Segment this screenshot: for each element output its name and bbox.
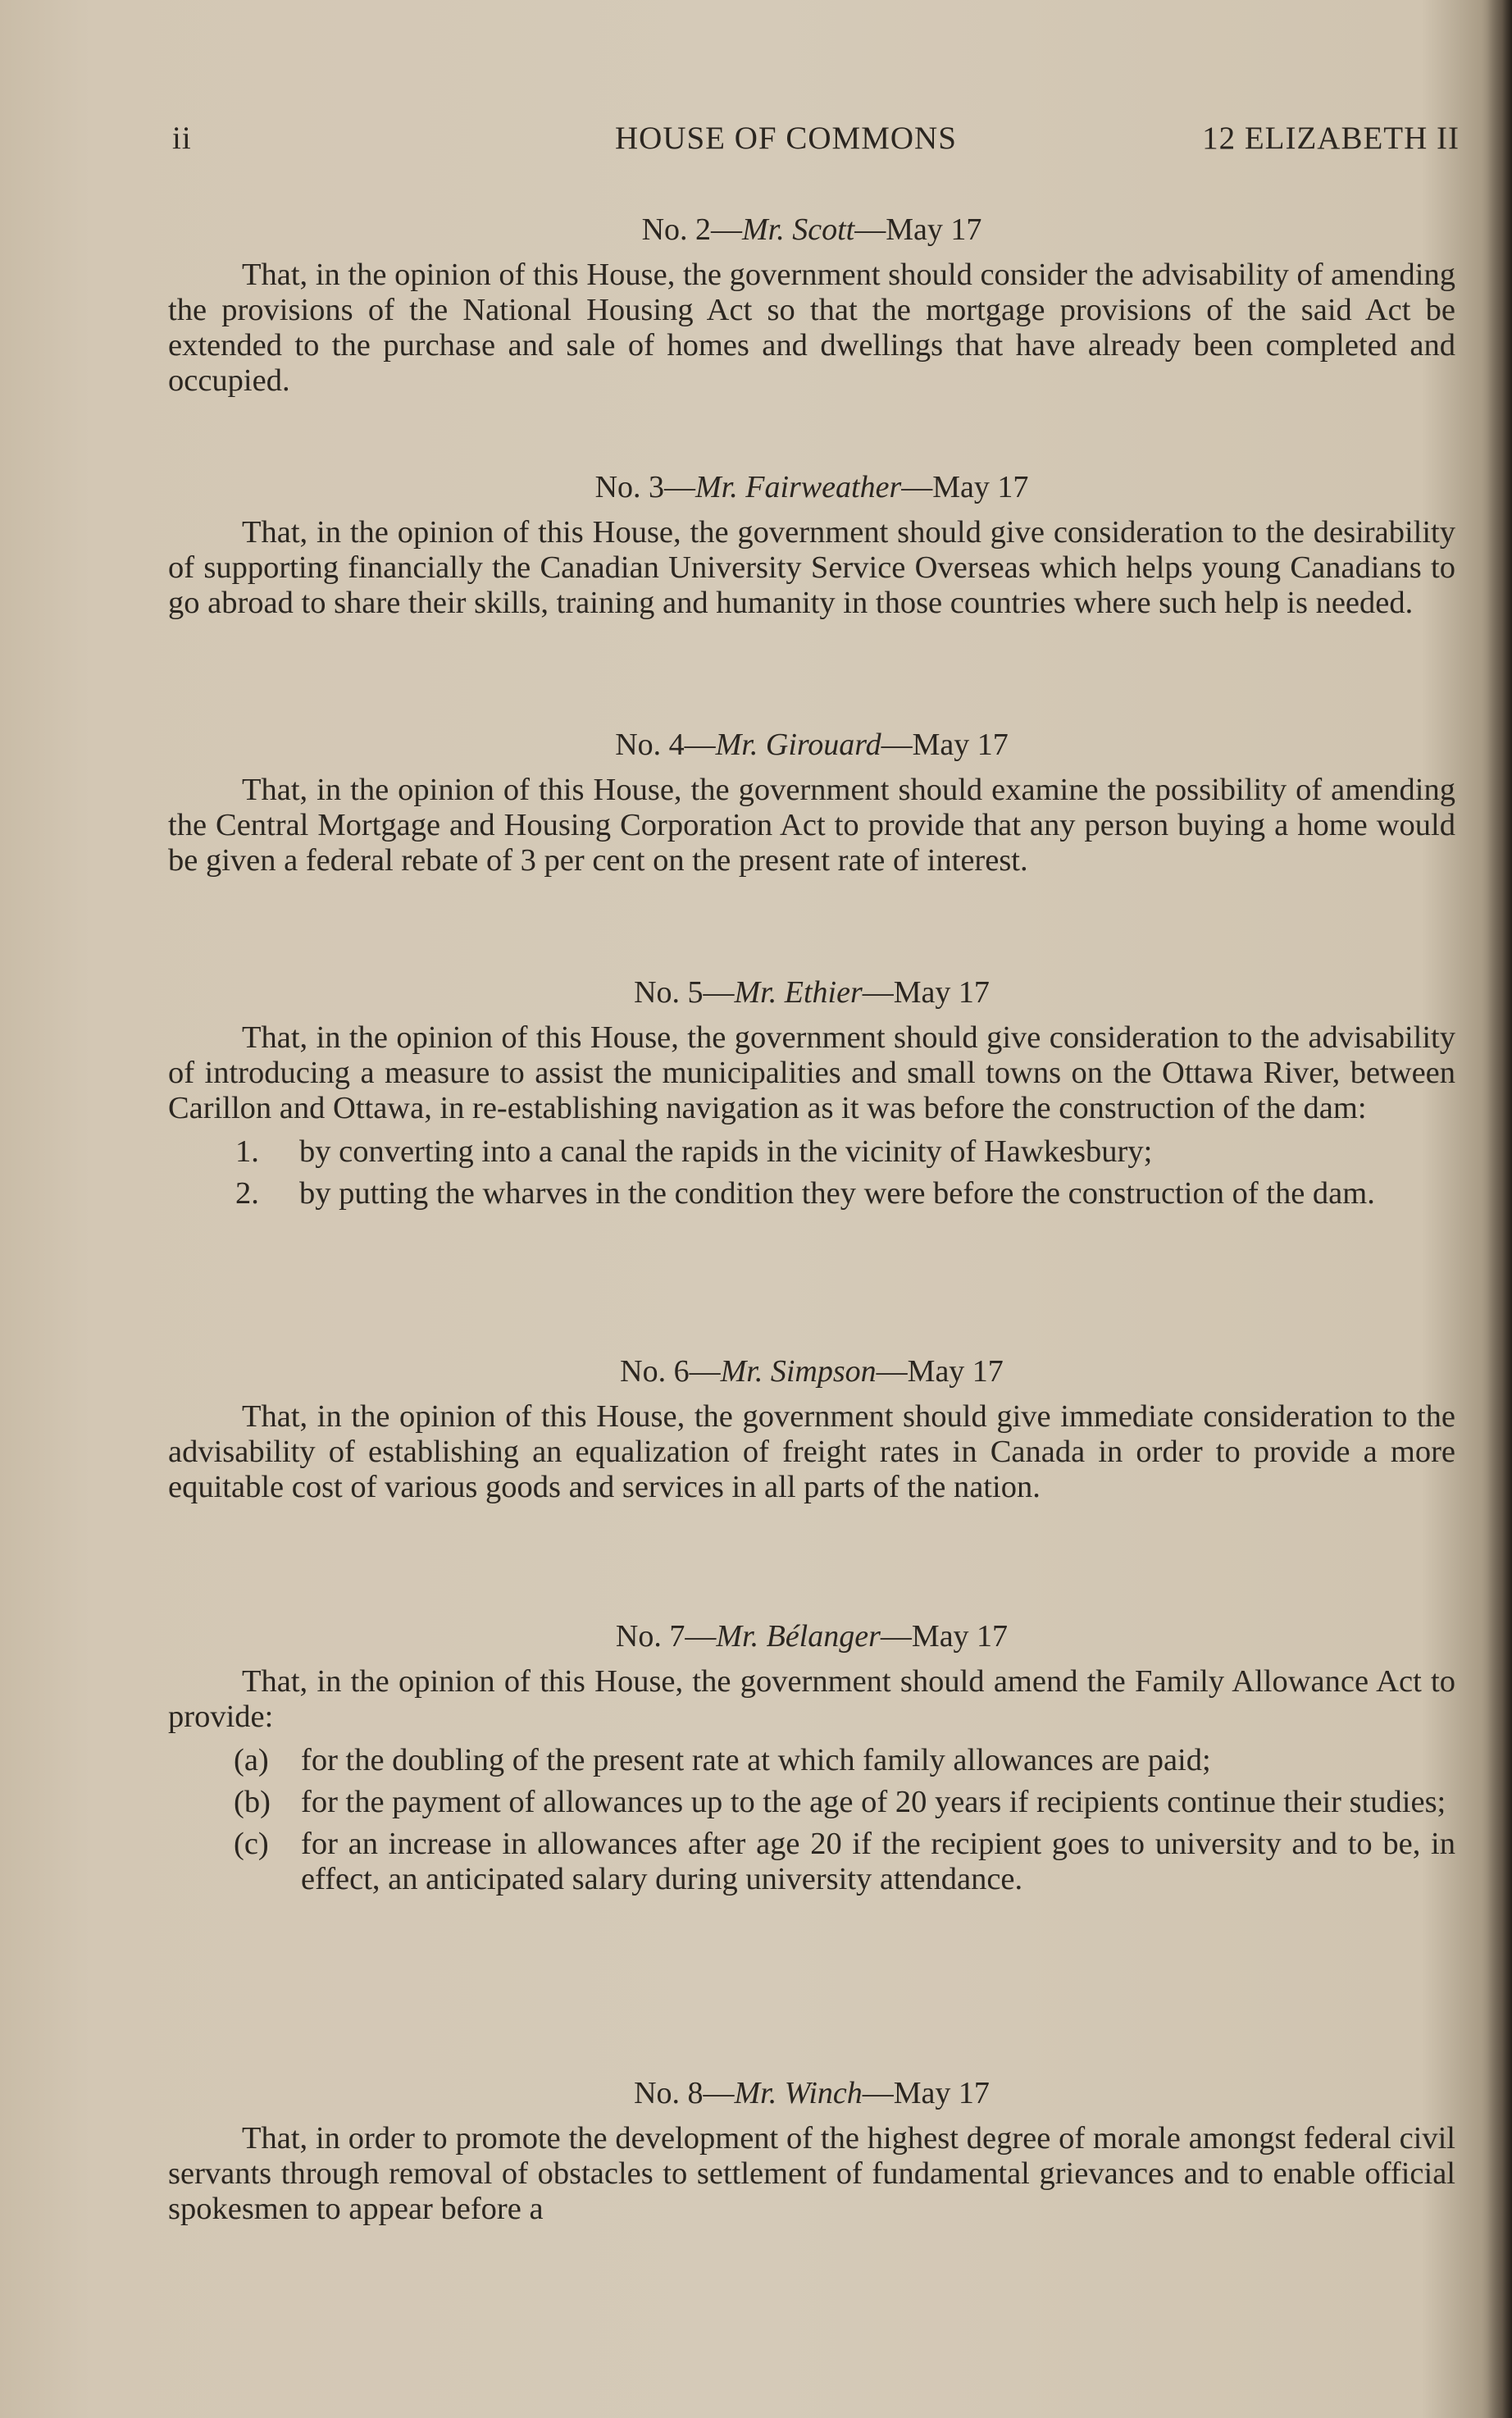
notice-member: Mr. Bélanger <box>716 1619 881 1654</box>
notice-date: May 17 <box>893 975 990 1010</box>
notice-number: No. 7 <box>615 1619 685 1654</box>
notice-text: That, in the opinion of this House, the government should give immediate consideration to the advisability of establishing an equalization of freight rates in Canada in order to provide a more equitable cost of various goods and services in all parts of the nation. <box>168 1399 1455 1504</box>
notice-item <box>168 212 1455 399</box>
notice-number: No. 8 <box>634 2076 704 2110</box>
notice-text: That, in the opinion of this House, the government should consider the advisability of amending the provisions of the National Housing Act so that the mortgage provisions of the said Act be extended to the purchase and sale of homes and dwellings that have already been completed and occupied. <box>168 258 1455 398</box>
binding-shadow <box>1487 0 1512 2418</box>
notice-text: That, in the opinion of this House, the government should give consideration to the desirability of supporting financially the Canadian University Service Overseas which helps young Canadians to go abroad to share their skills, training and humanity in those countries where such help is needed. <box>168 515 1455 620</box>
list-marker: (b) <box>234 1785 271 1819</box>
notice-number: No. 5 <box>634 975 704 1010</box>
list-item-text: for an increase in allowances after age 20 if the recipient goes to university and to be, in effect, an anticipated salary during university attendance. <box>301 1827 1455 1896</box>
list-item <box>168 1176 1455 1211</box>
notice-member: Mr. Scott <box>742 212 855 247</box>
list-item <box>168 1134 1455 1170</box>
notice-text: That, in the opinion of this House, the government should give consideration to the advisability of introducing a measure to assist the municipalities and small towns on the Ottawa River, between Carillon and Ottawa, in re-establishing navigation as it was before the construction of the dam: <box>168 1020 1455 1125</box>
notice-member: Mr. Ethier <box>734 975 863 1010</box>
notice-number: No. 6 <box>620 1354 690 1389</box>
notice-item <box>168 2075 1455 2227</box>
notice-number: No. 2 <box>641 212 712 247</box>
notice-heading: No. 5—Mr. Ethier—May 17 <box>634 975 990 1010</box>
list-marker: (c) <box>234 1827 269 1861</box>
notice-number: No. 3 <box>594 470 665 504</box>
notice-item <box>168 469 1455 621</box>
notice-text: That, in order to promote the development of the highest degree of morale amongst federal civil servants through removal of obstacles to settlement of fundamental grievances and to enable official spokesmen to appear before a <box>168 2121 1455 2226</box>
notice-number: No. 4 <box>615 728 685 762</box>
notice-member: Mr. Fairweather <box>695 470 902 504</box>
list-item-text: by converting into a canal the rapids in the vicinity of Hawkesbury; <box>299 1134 1153 1169</box>
list-marker: (a) <box>234 1743 269 1777</box>
notice-date: May 17 <box>911 1619 1009 1654</box>
header-title: HOUSE OF COMMONS <box>615 121 957 156</box>
header-session: 12 ELIZABETH II <box>1202 121 1460 156</box>
notice-list <box>168 1743 1455 1897</box>
list-item-text: for the payment of allowances up to the age of 20 years if recipients continue their studies; <box>301 1785 1446 1819</box>
notice-heading: No. 3—Mr. Fairweather—May 17 <box>594 470 1029 504</box>
notice-item <box>168 974 1455 1218</box>
notice-item <box>168 727 1455 878</box>
notice-date: May 17 <box>893 2076 990 2110</box>
notice-member: Mr. Simpson <box>720 1354 877 1389</box>
notice-heading: No. 8—Mr. Winch—May 17 <box>634 2076 990 2110</box>
notice-member: Mr. Girouard <box>715 728 881 762</box>
notice-heading: No. 7—Mr. Bélanger—May 17 <box>615 1619 1009 1654</box>
notice-text: That, in the opinion of this House, the government should examine the possibility of amending the Central Mortgage and Housing Corporation Act to provide that any person buying a home would be given a federal rebate of 3 per cent on the present rate of interest. <box>168 773 1455 878</box>
notice-text: That, in the opinion of this House, the government should amend the Family Allowance Act to provide: <box>168 1664 1455 1734</box>
page-number: ii <box>172 121 192 156</box>
list-item-text: for the doubling of the present rate at which family allowances are paid; <box>301 1743 1211 1777</box>
notice-date: May 17 <box>907 1354 1004 1389</box>
notice-member: Mr. Winch <box>734 2076 863 2110</box>
list-item <box>168 1827 1455 1897</box>
notice-item <box>168 1618 1455 1904</box>
list-marker: 1. <box>235 1134 259 1169</box>
notice-list <box>168 1134 1455 1211</box>
notice-date: May 17 <box>932 470 1029 504</box>
notice-heading: No. 4—Mr. Girouard—May 17 <box>615 728 1009 762</box>
notice-heading: No. 6—Mr. Simpson—May 17 <box>620 1354 1004 1389</box>
notice-date: May 17 <box>886 212 982 247</box>
notice-date: May 17 <box>912 728 1009 762</box>
list-item <box>168 1785 1455 1820</box>
running-header <box>172 120 1460 166</box>
list-item <box>168 1743 1455 1778</box>
notice-heading: No. 2—Mr. Scott—May 17 <box>641 212 982 247</box>
list-marker: 2. <box>235 1176 259 1211</box>
list-item-text: by putting the wharves in the condition they were before the construction of the dam. <box>299 1176 1375 1211</box>
notice-item <box>168 1353 1455 1505</box>
